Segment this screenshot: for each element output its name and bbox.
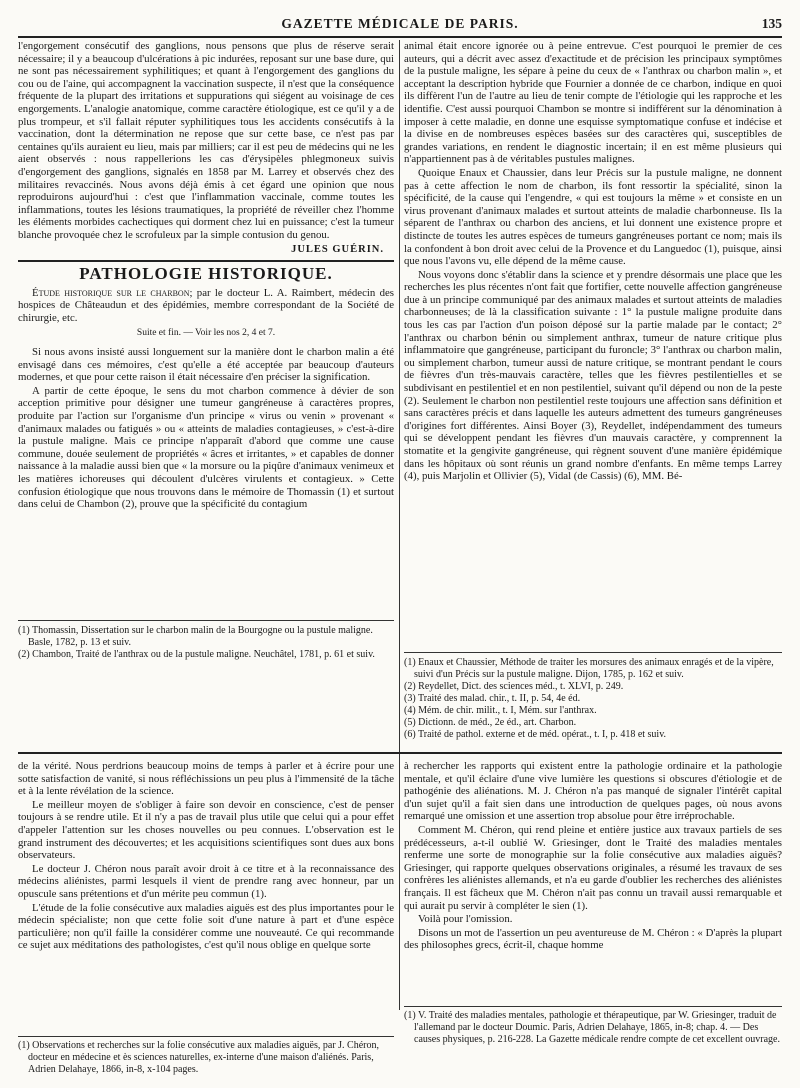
journal-title: GAZETTE MÉDICALE DE PARIS. bbox=[281, 16, 519, 31]
page-number: 135 bbox=[761, 16, 782, 31]
footnotes-top-right bbox=[404, 652, 782, 749]
article-byline: ; par le docteur L. A. Raimbert, médecin des hospices de Châteaudun et des épidémies, membre correspondant de la Société de chirurgie, etc. bbox=[18, 286, 394, 324]
footnote: (5) Dictionn. de méd., 2e éd., art. Charbon. bbox=[404, 717, 577, 728]
paragraph: Voilà pour l'omission. bbox=[418, 913, 513, 926]
footnote: (1) V. Traité des maladies mentales, pathologie et thérapeutique, par W. Griesinger, traduit de l'allemand par le docteur Doumic. Paris, Adrien Delahaye, 1865, in-8; chap. 4. — Des causes physiques, p. 216-228. La Gazette médicale rendre compte de cet excellent ouvrage. bbox=[404, 1010, 780, 1045]
paragraph: Quoique Enaux et Chaussier, dans leur Précis sur la pustule maligne, ne donnent pas à cette affection le nom de charbon, ils font ressortir la spécialité, sinon la spécificité, de la cause qui l'engendre, « qui est toujours la même » et consiste en un virus provenant d'animaux malades et surtout atteints de maladie charbonneuse. Ils la séparent de l'anthrax ou charbon des anciens, et lui donnent une existence propre et distincte de toutes les autres espèces de tumeurs gangréneuses portant ce nom; mais ils la confondent à bon droit avec celui de la Provence et du Languedoc (1), puisque, ainsi que nous l'avons vu, elle dépend de la même cause. bbox=[404, 166, 782, 268]
paragraph: l'engorgement consécutif des ganglions, nous pensons que plus de réserve serait nécessaire; il y a beaucoup d'ulcérations à pic indurées, reposant sur une base dure, qui ne sont pas nécessairement syphilitiques; et quant à l'engorgement des ganglions du cou ou de l'aine, qui accompagnent la vaccination suspecte, il n'est que la conséquence fréquente de la plupart des irritations et suppurations qui siégent au voisinage de ces engorgements. L'analogie anatomique, comme caractère étiologique, est ce qu'il y a de plus trompeur, et s'il fallait réputer syphilitiques tous les accidents consécutifs à la vaccination, dont la détermination ne repose que sur cette base, ce n'est pas par centaines qu'ils auraient eu lieu, mais par milliers; car il est peu de médecins qui ne les aient observés : nous rappellerions les cas d'érysipèles phlegmoneux suivis d'engorgement des ganglions, signalés en 1858 par M. Larrey et observés chez des militaires revaccinés. Nous avons déjà émis à cet égard une opinion que nous reproduirons aujourd'hui : c'est que l'inflammation vaccinale, comme toutes les inflammations, toutes les lésions traumatiques, la propriété de réveiller chez l'homme les éléments morbides cachectiques qui dorment chez lui en puissance; c'est la tumeur blanche provoquée chez le scrofuleux par la simple contusion du genou. bbox=[18, 40, 394, 241]
paragraph: Comment M. Chéron, qui rend pleine et entière justice aux travaux partiels de ses prédécesseurs, a-t-il oublié W. Griesinger, dont le Traité des maladies mentales renferme une sorte de monographie sur la folie consécutive aux maladies aiguës? Griesinger, qui rapporte quelques observations originales, a résumé les travaux de ses confrères les aliénistes allemands, et n'a eu garde d'oublier les recherches des aliénistes français. Il est fâcheux que M. Chéron n'ait pas connu un travail aussi remarquable et qui aurait pu servir à compléter le sien (1). bbox=[404, 823, 782, 912]
footnote: (4) Mém. de chir. milit., t. I, Mém. sur l'anthrax. bbox=[404, 705, 597, 716]
horizontal-divider bbox=[18, 752, 782, 754]
paragraph: Disons un mot de l'assertion un peu aventureuse de M. Chéron : « D'après la plupart des philosophes grecs, écrit-il, chaque homme bbox=[404, 926, 782, 952]
footnote: (2) Reydellet, Dict. des sciences méd., t. XLVI, p. 249. bbox=[404, 681, 624, 692]
footnotes-bottom-right bbox=[404, 1006, 782, 1088]
section-title: PATHOLOGIE HISTORIQUE. bbox=[79, 264, 333, 284]
column-divider bbox=[399, 40, 400, 1010]
paragraph: L'étude de la folie consécutive aux maladies aiguës est des plus importantes pour le médecin spécialiste; non que cette folie soit d'une nature à part et d'une espèce particulière; non qu'il faille la considérer comme une nouveauté. Ce qui recommande ce sujet aux méditations des pathologistes, c'est qu'il nous oblige en quelque sorte bbox=[18, 901, 394, 952]
footnotes-bottom-left bbox=[18, 1036, 394, 1088]
section-divider bbox=[18, 260, 394, 262]
paragraph: animal était encore ignorée ou à peine entrevue. C'est pourquoi le premier de ces auteurs, qui a décrit avec assez d'exactitude et de précision les principaux symptômes de la pustule maligne, les sépare à peine du ceux de « l'anthrax ou charbon malin », et acceptant la description hybride que Fournier a donnée de ce charbon, indique en quoi ils diffèrent l'un de l'autre au lieu de tenir compte de l'étiologie qui les rapproche et les identifie. C'est aussi pourquoi Chambon se montre si indifférent sur la dénomination à imposer à cette maladie, en donne une esquisse symptomatique confuse et indécise et la divise en de nombreuses espèces basées sur des caractères qui, susceptibles de grandes variations, en rendent le diagnostic incertain; il en est même plusieurs qui n'appartiennent pas à de véritables pustules malignes. bbox=[404, 40, 782, 166]
author-signature: JULES GUÉRIN. bbox=[291, 243, 384, 255]
column-4 bbox=[404, 760, 782, 1004]
column-2 bbox=[404, 40, 782, 640]
paragraph: à rechercher les rapports qui existent entre la pathologie ordinaire et la pathologie mentale, et qu'il éclaire d'une vive lumière les questions si obscures d'étiologie et de pathogénie des aliénations. M. J. Chéron n'a pas manqué de signaler l'intérêt capital d'un sujet qu'il a fait sien dans une introduction de quelques pages, où nous avons remarqué une omission et une assertion trop absolue pour être irréprochable. bbox=[404, 760, 782, 823]
footnote: (1) Thomassin, Dissertation sur le charbon malin de la Bourgogne ou la pustule maligne. Basle, 1782, p. 13 et suiv. bbox=[18, 625, 373, 648]
paragraph: A partir de cette époque, le sens du mot charbon commence à dévier de son acception primitive pour désigner une tumeur gangréneuse à caractères propres, produite par l'action sur l'organisme d'un principe « virus ou venin » provenant « d'animaux malades ou fatigués » ou « atteints de maladies contagieuses, » c'est-à-dire la pustule maligne. Mais ce principe n'apparaît d'abord que comme une cause commune, douée seulement de propriétés « âcres et irritantes, » et capables de donner naissance à la maladie aussi bien que « la morsure ou la piqûre d'animaux venimeux et les matières ichoreuses qui découlent d'ulcères virulents et contagieux. » Cette confusion étiologique que nous trouvons dans le mémoire de Thomassin (1) et surtout dans celui de Chambon (2), prouve que la spécificité du contagium bbox=[18, 384, 394, 511]
column-1 bbox=[18, 40, 394, 610]
paragraph: Le meilleur moyen de s'obliger à faire son devoir en conscience, c'est de penser toujours à se rendre utile. Et il n'y a pas de travail plus utile que celui qui a pour effet d'appeler l'attention sur les choses nouvelles ou peu connues. L'observation est le grand instrument des découvertes; et les acquisitions scientifiques sont dues aux bons observateurs. bbox=[18, 798, 394, 862]
article-heading bbox=[18, 287, 394, 325]
footnote: (3) Traité des malad. chir., t. II, p. 54, 4e éd. bbox=[404, 693, 581, 704]
paragraph: Si nous avons insisté aussi longuement sur la manière dont le charbon malin a été envisagé dans ces mémoires, c'est qu'elle a été acceptée par beaucoup d'auteurs modernes, et que pour cette raison il était nécessaire d'en préciser la signification. bbox=[18, 346, 394, 384]
footnote: (2) Chambon, Traité de l'anthrax ou de la pustule maligne. Neuchâtel, 1781, p. 61 et suiv. bbox=[18, 649, 375, 660]
paragraph: Le docteur J. Chéron nous paraît avoir droit à ce titre et à la reconnaissance des médecins aliénistes, parmi lesquels il vient de prendre rang avec honneur, par un opuscule sans prétentions et d'un mérite peu commun (1). bbox=[18, 862, 394, 900]
continuation-note: Suite et fin. — Voir les nos 2, 4 et 7. bbox=[136, 328, 276, 339]
footnote: (1) Observations et recherches sur la folie consécutive aux maladies aiguës, par J. Chéron, docteur en médecine et ès sciences naturelles, ex-interne d'une maison d'aliénés. Paris, Adrien Delahaye, 1866, in-8, x-104 pages. bbox=[18, 1040, 379, 1075]
footnote: (1) Enaux et Chaussier, Méthode de traiter les morsures des animaux enragés et de la vipère, suivi d'un Précis sur la pustule maligne. Dijon, 1785, p. 162 et suiv. bbox=[404, 657, 774, 680]
footnote: (6) Traité de pathol. externe et de méd. opérat., t. I, p. 418 et suiv. bbox=[404, 729, 667, 740]
article-label: Étude historique sur le charbon bbox=[32, 286, 190, 299]
column-3 bbox=[18, 760, 394, 1032]
paragraph: de la vérité. Nous perdrions beaucoup moins de temps à parler et à écrire pour une sotte satisfaction de vanité, si nous réfléchissions un peu plus à l'immensité de la tâche et à la lente révélation de la science. bbox=[18, 760, 394, 798]
footnotes-top-left bbox=[18, 620, 394, 715]
paragraph: Nous voyons donc s'établir dans la science et y prendre désormais une place que les recherches les plus récentes n'ont fait que fortifier, cette nouvelle affection gangréneuse due à un principe communiqué par des animaux malades et surtout atteints de maladies charbonneuses; de là la classification suivante : 1° la pustule maligne produite dans tous les cas par l'action d'un poison déposé sur la partie malade par le contact; 2° l'anthrax ou charbon bénin ou simplement anthrax, tumeur de nature critique plus inflammatoire que gangréneuse, participant du furoncle; 3° l'anthrax ou charbon malin, ou simplement charbon, tumeur aussi de nature critique, se montrant pendant le cours de fièvres d'un très-mauvais caractère, telles que les fièvres pestilentielles et se subdivisant en pestilentiel et en non pestilentiel, suivant qu'il dépend ou non de la peste (2). Seulement le charbon non pestilentiel reste toujours une affection sans définition et sans caractères précis et dans laquelle les auteurs admettent des tumeurs gangréneuses d'origines fort différentes. Ainsi Boyer (3), Reydellet, indépendamment des tumeurs qui se développent pendant les fièvres d'un mauvais caractère, y comprennent la stomatite et la gengivite gangréneuse, qui règnent souvent d'une manière épidémique dans les hôpitaux où sont réunis un grand nombre d'enfants. En même temps Larrey (4), puis Marjolin et Ollivier (5), Vidal (de Cassis) (6), MM. Bé- bbox=[404, 268, 782, 483]
page-header bbox=[18, 14, 782, 38]
